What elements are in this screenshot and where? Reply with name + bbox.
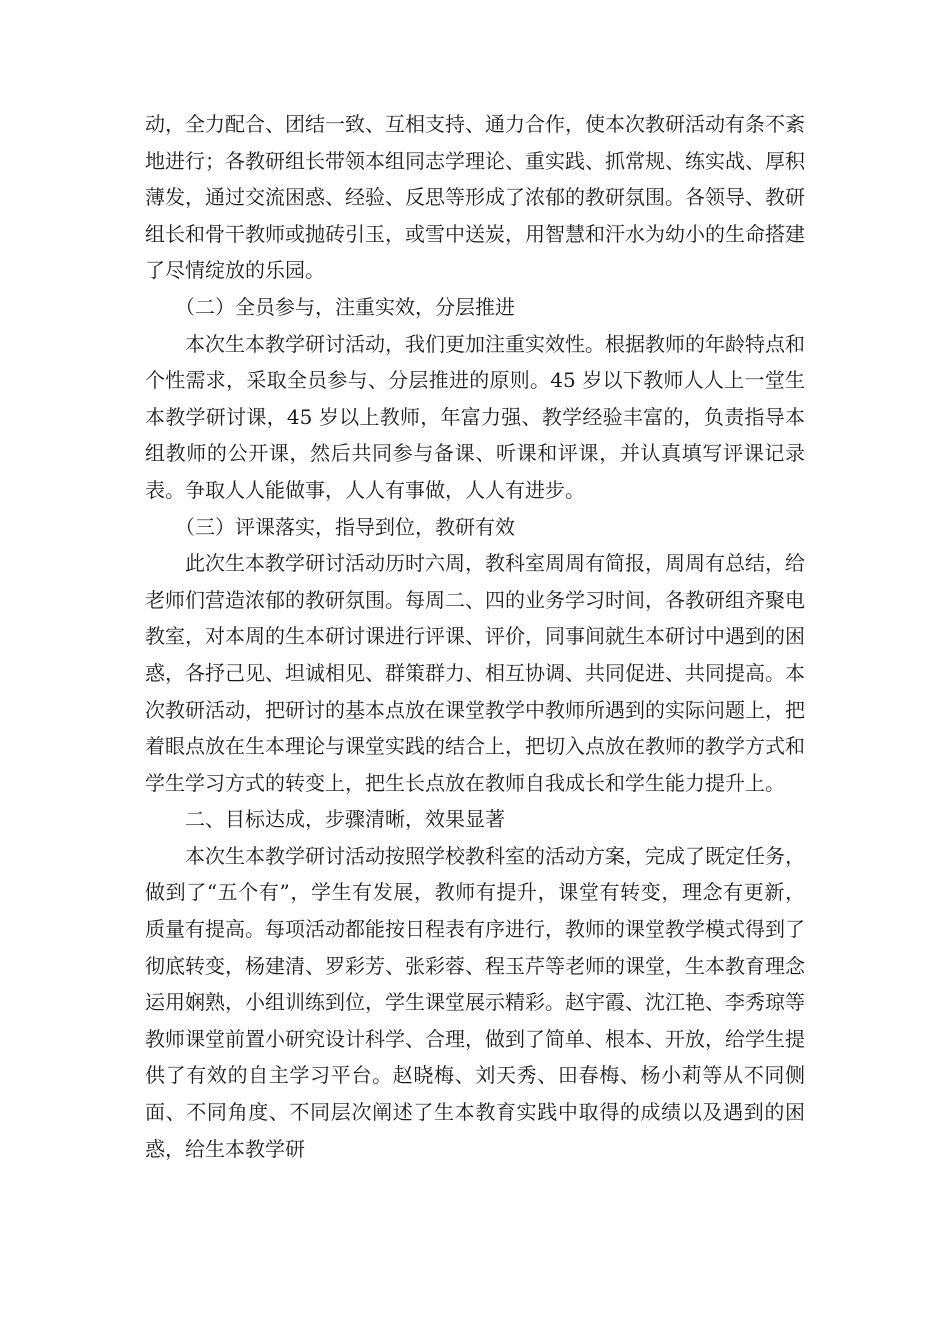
body-paragraph-2: 本次生本教学研讨活动，我们更加注重实效性。根据教师的年龄特点和个性需求，采取全员参与、分层推进的原则。45 岁以下教师人人上一堂生本教学研讨课，45 岁以上教师，年富力强、教学经验丰富的，负责指导本组教师的公开课，然后共同参与备课、听课和评课，并认真填写评课记录表。争取人人能做事，人人有事做，人人有进步。 [145,331,805,502]
section-heading-3: （三）评课落实，指导到位，教研有效 [175,514,515,539]
section-heading-2: （二）全员参与，注重实效，分层推进 [175,294,515,319]
body-paragraph-3: 此次生本教学研讨活动历时六周，教科室周周有简报，周周有总结，给老师们营造浓郁的教研氛围。每周二、四的业务学习时间，各教研组齐聚电教室，对本周的生本研讨课进行评课、评价，同事间就生本研讨中遇到的困惑，各抒己见、坦诚相见、群策群力、相互协调、共同促进、共同提高。本次教研活动，把研讨的基本点放在课堂教学中教师所遇到的实际问题上，把着眼点放在生本理论与课堂实践的结合上，把切入点放在教师的教学方式和学生学习方式的转变上，把生长点放在教师自我成长和学生能力提升上。 [145,551,805,795]
chapter-heading-2: 二、目标达成，步骤清晰，效果显著 [185,807,505,832]
document-page [145,106,805,1167]
body-paragraph-4: 本次生本教学研讨活动按照学校教科室的活动方案，完成了既定任务，做到了“五个有”，学生有发展，教师有提升，课堂有转变，理念有更新，质量有提高。每项活动都能按日程表有序进行，教师的课堂教学模式得到了彻底转变，杨建清、罗彩芳、张彩蓉、程玉芹等老师的课堂，生本教育理念运用娴熟，小组训练到位，学生课堂展示精彩。赵宇霞、沈江艳、李秀琼等教师课堂前置小研究设计科学、合理，做到了简单、根本、开放，给学生提供了有效的自主学习平台。赵晓梅、刘天秀、田春梅、杨小莉等从不同侧面、不同角度、不同层次阐述了生本教育实践中取得的成绩以及遇到的困惑，给生本教学研 [145,843,805,1161]
body-paragraph-1: 动，全力配合、团结一致、互相支持、通力合作，使本次教研活动有条不紊地进行；各教研组长带领本组同志学理论、重实践、抓常规、练实战、厚积薄发，通过交流困惑、经验、反思等形成了浓郁的教研氛围。各领导、教研组长和骨干教师或抛砖引玉，或雪中送炭，用智慧和汗水为幼小的生命搭建了尽情绽放的乐园。 [145,112,805,283]
